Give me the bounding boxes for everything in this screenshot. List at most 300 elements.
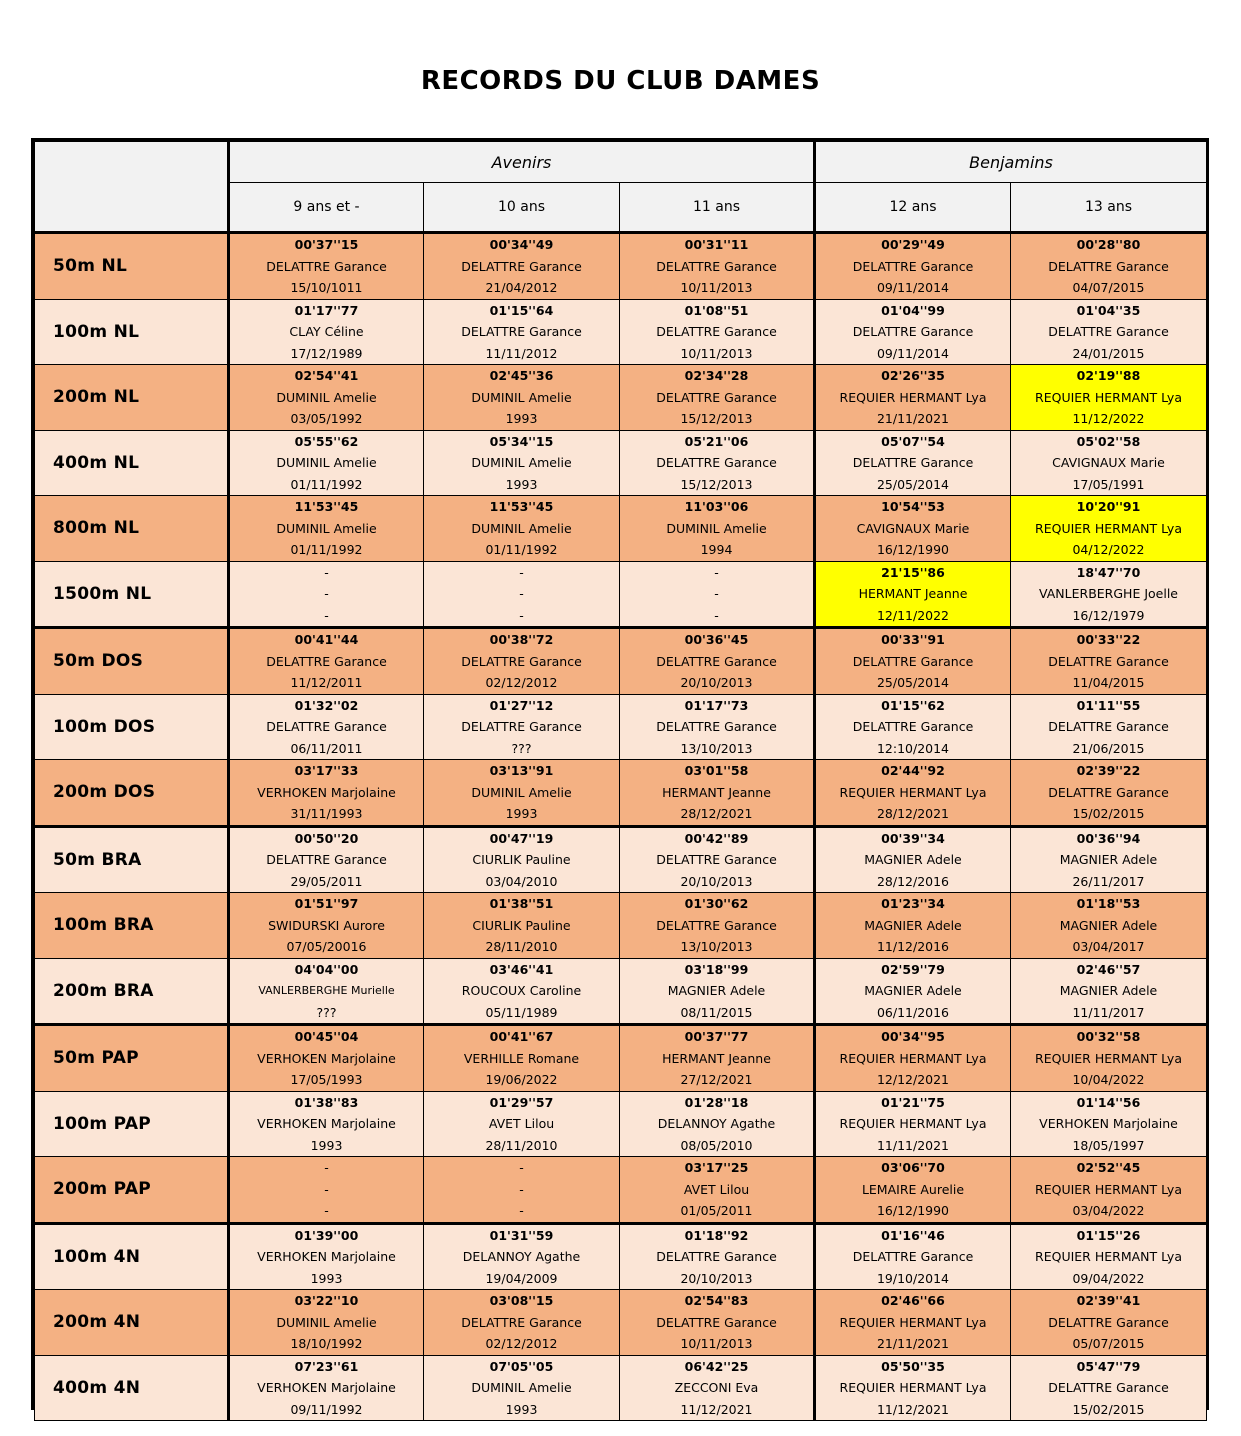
record-swimmer: DELATTRE Garance [852,455,974,470]
record-cell [424,628,620,695]
record-time: 01'04''99 [881,302,945,318]
record-time: - [324,1160,329,1175]
record-cell [229,233,424,300]
page-title: RECORDS DU CLUB DAMES [420,66,821,96]
record-swimmer: DELATTRE Garance [852,653,974,669]
record-swimmer: DUMINIL Amelie [276,520,377,536]
record-time: 00'50''20 [294,830,359,846]
record-cell [424,760,620,827]
record-cell [620,1223,815,1290]
record-swimmer: CAVIGNAUX Marie [1052,455,1165,470]
record-date: 09/11/2014 [876,345,950,361]
record-time: 02'45''36 [489,368,554,383]
record-swimmer: DELATTRE Garance [852,719,974,734]
record-swimmer: VERHOKEN Marjolaine [257,784,396,800]
event-name: 100m BRA [35,893,229,959]
record-date: 19/06/2022 [485,1072,558,1087]
record-date: 13/10/2013 [680,939,753,954]
record-swimmer: VERHOKEN Marjolaine [257,1116,396,1131]
record-swimmer: DUMINIL Amelie [666,520,767,536]
record-swimmer: - [519,1181,524,1197]
record-swimmer: DELATTRE Garance [266,653,387,669]
record-cell [620,1157,815,1224]
record-time: 01'39''00 [294,1227,359,1243]
record-time: 07'23''61 [294,1358,359,1374]
record-cell [620,299,815,365]
record-time: 02'52''45 [1076,1160,1141,1175]
record-cell [815,1223,1011,1290]
record-cell [229,893,424,959]
record-time: 01'08''51 [684,302,749,318]
record-cell [815,628,1011,695]
record-cell [424,430,620,496]
record-swimmer: VANLERBERGHE Murielle [258,984,395,997]
record-swimmer: REQUIER HERMANT Lya [839,1116,987,1131]
event-name: 100m DOS [35,694,229,760]
record-date: 29/05/2011 [290,873,363,889]
record-date: 02/12/2012 [485,675,558,690]
record-cell [815,1290,1011,1356]
record-cell [1011,1025,1207,1092]
record-time: 01'18''92 [684,1227,749,1243]
event-name: 800m NL [35,496,229,562]
record-cell [620,893,815,959]
record-date: 24/01/2015 [1072,345,1145,361]
record-date: 11/12/2016 [876,939,950,954]
record-swimmer: VERHOKEN Marjolaine [257,1249,396,1264]
event-name: 200m BRA [35,958,229,1025]
record-date: 06/11/2011 [290,740,363,756]
record-date: 10/11/2013 [680,1336,753,1351]
record-swimmer: DUMINIL Amelie [276,455,377,470]
event-name: 1500m NL [35,561,229,628]
record-cell [229,496,424,562]
record-date: ??? [511,740,532,756]
record-time: 03'06''70 [881,1160,945,1175]
record-swimmer: DELATTRE Garance [266,719,387,734]
record-date: 12/12/2021 [876,1072,950,1087]
record-time: 01'04''35 [1076,302,1141,318]
event-row [35,299,1207,365]
record-swimmer: DUMINIL Amelie [471,784,572,800]
record-swimmer: DELATTRE Garance [656,653,777,669]
record-date: 05/11/1989 [485,1004,558,1020]
record-swimmer: - [714,586,719,601]
record-swimmer: DELANNOY Agathe [462,1249,581,1264]
record-time: 05'47''79 [1076,1358,1141,1374]
record-cell [815,958,1011,1025]
record-swimmer: LEMAIRE Aurelie [861,1181,965,1197]
record-date: 17/12/1989 [290,345,363,361]
record-cell [620,760,815,827]
record-date: 12:10/2014 [876,740,950,756]
record-date: 11/11/2017 [1072,1004,1145,1020]
record-time: 00'32''58 [1076,1029,1141,1044]
record-time: 01'17''77 [294,302,359,318]
record-swimmer: DUMINIL Amelie [276,1314,377,1330]
record-swimmer: SWIDURSKI Aurore [268,917,385,933]
record-swimmer: MAGNIER Adele [667,983,766,998]
record-date: 1993 [505,476,538,492]
record-time: 01'14''56 [1076,1094,1141,1110]
record-time: 01'29''57 [489,1094,554,1110]
event-row [35,561,1207,628]
record-date: 11/04/2015 [1072,675,1145,690]
record-date: 18/10/1992 [290,1336,363,1351]
record-date: ??? [316,1004,337,1020]
record-swimmer: DELATTRE Garance [461,258,582,274]
record-time: 01'38''83 [294,1094,359,1110]
record-swimmer: DELATTRE Garance [656,258,777,274]
record-cell [424,1223,620,1290]
record-date: 19/04/2009 [485,1270,558,1286]
corner-header [35,142,229,233]
record-cell [620,1355,815,1421]
record-time: 00'33''22 [1076,632,1141,647]
record-date: 01/11/1992 [290,476,363,492]
record-time: - [519,1160,524,1175]
record-cell [424,958,620,1025]
record-swimmer: VERHOKEN Marjolaine [1039,1116,1178,1131]
record-cell [229,694,424,760]
record-swimmer: VANLERBERGHE Joelle [1039,586,1178,601]
record-date: 28/12/2021 [876,806,950,821]
record-date: 10/11/2013 [680,280,753,295]
record-time: 02'46''66 [881,1293,945,1308]
record-swimmer: REQUIER HERMANT Lya [1035,1181,1182,1197]
record-cell [424,299,620,365]
record-swimmer: DELATTRE Garance [266,258,387,274]
record-cell [815,1157,1011,1224]
record-time: 01'18''53 [1076,896,1141,911]
record-cell [815,365,1011,431]
record-date: 1993 [310,1270,343,1286]
record-time: 03'08''15 [489,1293,554,1308]
record-swimmer: DELATTRE Garance [1048,258,1169,274]
record-cell [1011,430,1207,496]
record-cell [424,1091,620,1157]
record-time: 01'28''18 [684,1094,749,1110]
records-body [35,233,1207,1421]
age-header: 11 ans [620,183,815,233]
event-row [35,1157,1207,1224]
record-time: 02'34''28 [684,368,749,383]
record-date: - [324,607,329,623]
record-date: 11/12/2022 [1072,411,1145,426]
record-swimmer: REQUIER HERMANT Lya [1035,1050,1182,1066]
record-date: 25/05/2014 [876,476,950,492]
record-cell [1011,496,1207,562]
record-time: 02'54''41 [294,368,359,383]
record-cell [815,694,1011,760]
record-swimmer: DELATTRE Garance [461,1314,582,1330]
record-cell [620,430,815,496]
record-time: 01'31''59 [489,1227,554,1243]
record-swimmer: DELATTRE Garance [461,653,582,669]
record-cell [620,1290,815,1356]
record-swimmer: DELATTRE Garance [656,324,777,339]
record-date: 21/04/2012 [485,280,558,295]
record-time: 03'18''99 [684,961,749,977]
record-cell [620,628,815,695]
record-swimmer: DELATTRE Garance [852,258,974,274]
record-cell [1011,826,1207,893]
event-row [35,760,1207,827]
record-swimmer: DELATTRE Garance [461,719,582,734]
event-name: 200m 4N [35,1290,229,1356]
record-time: 05'34''15 [489,433,554,449]
record-cell [620,233,815,300]
record-date: - [324,1203,329,1218]
record-date: 1993 [505,806,538,821]
record-time: 00'28''80 [1076,237,1141,252]
record-time: 02'59''79 [881,961,945,977]
group-header-avenirs: Avenirs [229,142,815,183]
record-time: 00'38''72 [489,632,554,647]
record-date: 1993 [310,1137,343,1153]
record-swimmer: DELATTRE Garance [852,1249,974,1264]
record-cell [1011,958,1207,1025]
record-time: 00'39''34 [881,830,945,846]
record-date: 21/11/2021 [876,411,950,426]
record-swimmer: DELATTRE Garance [1048,719,1169,734]
record-cell [620,958,815,1025]
record-time: 02'39''22 [1076,763,1141,778]
record-cell [815,893,1011,959]
record-date: 20/10/2013 [680,873,753,889]
record-date: 11/12/2021 [680,1401,753,1417]
record-time: 02'19''88 [1076,368,1141,383]
record-date: 16/12/1990 [876,542,950,557]
event-row [35,1223,1207,1290]
record-time: 10'54''53 [881,499,945,514]
record-time: 01'30''62 [684,896,749,911]
record-cell [815,1355,1011,1421]
record-time: 21'15''86 [881,564,945,580]
record-time: 00'37''15 [294,237,359,252]
record-cell [815,430,1011,496]
record-swimmer: DELATTRE Garance [656,1314,777,1330]
record-date: 11/12/2021 [876,1401,950,1417]
record-cell [229,430,424,496]
record-swimmer: DELATTRE Garance [1048,324,1169,339]
record-cell [229,561,424,628]
record-swimmer: DELATTRE Garance [852,324,974,339]
record-cell [815,233,1011,300]
record-date: 08/05/2010 [680,1137,753,1153]
event-name: 200m DOS [35,760,229,827]
record-time: 11'03''06 [684,499,749,514]
record-cell [1011,233,1207,300]
record-cell [1011,760,1207,827]
record-swimmer: DELATTRE Garance [1048,784,1169,800]
record-cell [229,299,424,365]
event-row [35,958,1207,1025]
record-cell [620,1091,815,1157]
record-swimmer: MAGNIER Adele [864,917,962,933]
record-time: 01'51''97 [294,896,359,911]
record-time: 00'34''49 [489,237,554,252]
record-cell [229,1091,424,1157]
record-swimmer: REQUIER HERMANT Lya [839,1314,987,1330]
record-date: 15/10/1011 [290,280,363,295]
record-time: 03'17''25 [684,1160,749,1175]
record-swimmer: REQUIER HERMANT Lya [839,784,987,800]
event-name: 50m DOS [35,628,229,695]
record-swimmer: REQUIER HERMANT Lya [839,389,987,405]
record-date: 1993 [505,1401,538,1417]
record-swimmer: DELATTRE Garance [266,852,387,867]
record-cell [815,1091,1011,1157]
record-swimmer: AVET Lilou [683,1181,750,1197]
record-swimmer: DELATTRE Garance [656,917,777,933]
record-swimmer: DUMINIL Amelie [471,389,572,405]
record-date: 01/11/1992 [290,542,363,557]
record-date: 21/06/2015 [1072,740,1145,756]
record-date: 28/11/2010 [485,1137,558,1153]
record-swimmer: CIURLIK Pauline [472,917,571,933]
record-cell [815,561,1011,628]
record-time: 01'23''34 [881,896,945,911]
record-date: 26/11/2017 [1072,873,1145,889]
record-date: 09/11/1992 [290,1401,363,1417]
record-time: 00'36''45 [684,632,749,647]
record-cell [1011,1355,1207,1421]
event-name: 100m PAP [35,1091,229,1157]
record-time: 03'17''33 [294,763,359,778]
record-cell [424,233,620,300]
record-date: 01/11/1992 [485,542,558,557]
record-date: 1993 [505,411,538,426]
record-date: 04/12/2022 [1072,542,1145,557]
record-date: 01/05/2011 [680,1203,753,1218]
record-time: 05'55''62 [294,433,359,449]
record-swimmer: DELATTRE Garance [1048,1380,1169,1395]
record-cell [815,496,1011,562]
record-cell [1011,694,1207,760]
record-cell [424,1290,620,1356]
record-cell [424,1025,620,1092]
record-swimmer: DELATTRE Garance [461,324,582,339]
record-time: 04'04''00 [294,961,359,977]
record-time: 00'36''94 [1076,830,1141,846]
record-cell [1011,561,1207,628]
event-row [35,1025,1207,1092]
event-row [35,628,1207,695]
record-time: 11'53''45 [294,499,359,514]
record-swimmer: ZECCONI Eva [674,1380,759,1395]
age-header: 13 ans [1011,183,1207,233]
record-date: 27/12/2021 [680,1072,753,1087]
record-swimmer: VERHOKEN Marjolaine [257,1050,396,1066]
age-header: 10 ans [424,183,620,233]
record-date: 04/07/2015 [1072,280,1145,295]
event-row [35,893,1207,959]
record-swimmer: REQUIER HERMANT Lya [839,1380,987,1395]
record-time: 05'50''35 [881,1358,945,1374]
record-date: 09/11/2014 [876,280,950,295]
record-swimmer: DELATTRE Garance [1048,653,1169,669]
record-cell [229,365,424,431]
record-cell [229,1290,424,1356]
record-time: 11'53''45 [489,499,554,514]
record-swimmer: VERHILLE Romane [463,1050,580,1066]
record-time: 01'17''73 [684,697,749,713]
record-cell [1011,1157,1207,1224]
record-date: 28/12/2016 [876,873,950,889]
record-cell [815,826,1011,893]
record-time: 01'16''46 [881,1227,945,1243]
record-date: 03/04/2017 [1072,939,1145,954]
record-time: - [519,564,524,580]
record-date: 28/11/2010 [485,939,558,954]
record-time: 01'27''12 [489,697,554,713]
record-time: 01'32''02 [294,697,359,713]
record-swimmer: DELATTRE Garance [656,389,777,405]
record-time: 06'42''25 [684,1358,749,1374]
record-cell [815,760,1011,827]
event-row [35,826,1207,893]
record-swimmer: MAGNIER Adele [1059,983,1158,998]
record-time: 02'54''83 [684,1293,749,1308]
record-cell [424,893,620,959]
record-cell [229,1157,424,1224]
record-cell [815,1025,1011,1092]
event-name: 50m NL [35,233,229,300]
record-swimmer: DUMINIL Amelie [471,1380,572,1395]
record-cell [424,561,620,628]
record-cell [229,1025,424,1092]
event-name: 100m NL [35,299,229,365]
record-time: 02'26''35 [881,368,945,383]
record-time: 00'34''95 [881,1029,945,1044]
event-name: 200m NL [35,365,229,431]
record-cell [1011,893,1207,959]
record-swimmer: AVET Lilou [488,1116,555,1131]
record-cell [620,561,815,628]
record-time: 01'11''55 [1076,697,1141,713]
record-date: 05/07/2015 [1072,1336,1145,1351]
record-time: 02'39''41 [1076,1293,1141,1308]
record-swimmer: CLAY Céline [289,324,364,339]
record-date: 10/04/2022 [1072,1072,1145,1087]
record-cell [229,826,424,893]
event-row [35,694,1207,760]
record-swimmer: MAGNIER Adele [1059,852,1158,867]
record-time: 00'41''67 [489,1029,554,1044]
record-time: 03'13''91 [489,763,554,778]
record-time: 18'47''70 [1076,564,1141,580]
record-swimmer: DELANNOY Agathe [657,1116,776,1131]
record-date: 15/12/2013 [680,411,753,426]
record-time: 03'22''10 [294,1293,359,1308]
record-cell [620,694,815,760]
event-name: 50m BRA [35,826,229,893]
record-date: 15/12/2013 [680,476,753,492]
record-time: 07'05''05 [489,1358,554,1374]
record-date: 02/12/2012 [485,1336,558,1351]
record-swimmer: DELATTRE Garance [656,455,777,470]
record-cell [1011,299,1207,365]
record-date: 13/10/2013 [680,740,753,756]
record-swimmer: - [324,1181,329,1197]
record-date: 28/12/2021 [680,806,753,821]
record-time: - [714,564,719,580]
record-cell [424,496,620,562]
record-swimmer: ROUCOUX Caroline [461,983,582,998]
record-swimmer: DELATTRE Garance [1048,1314,1169,1330]
record-swimmer: HERMANT Jeanne [662,1050,771,1066]
